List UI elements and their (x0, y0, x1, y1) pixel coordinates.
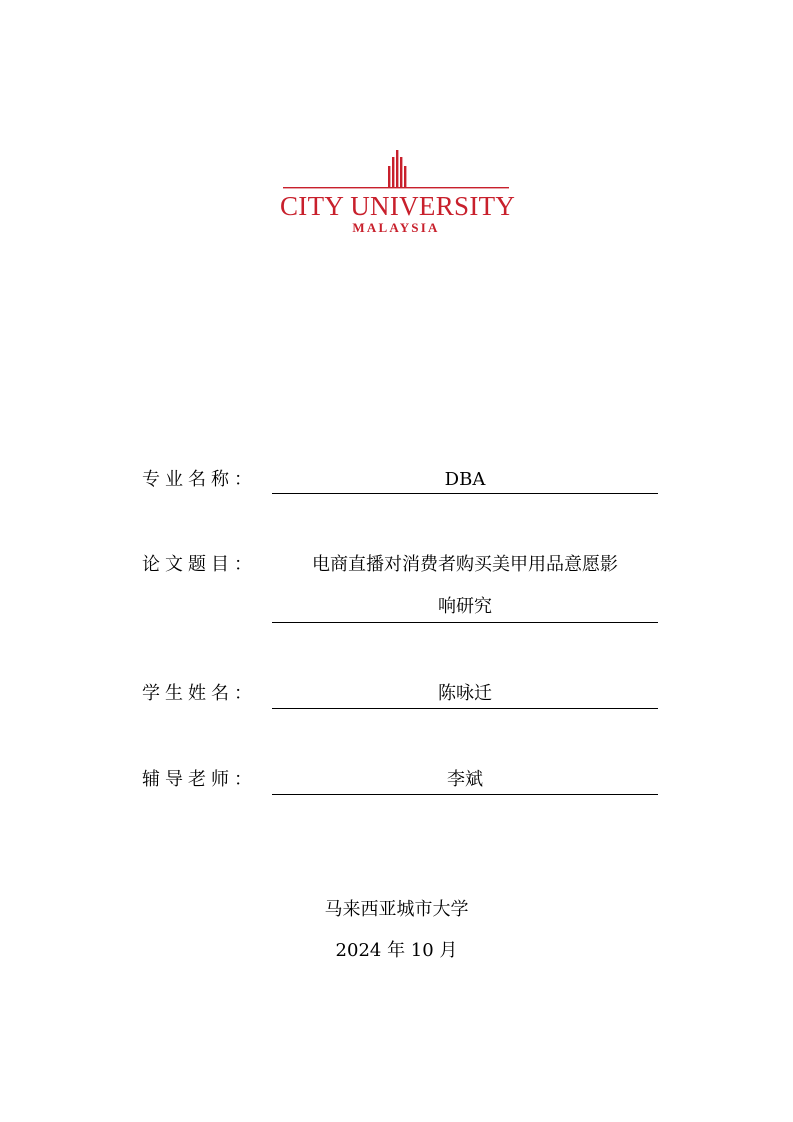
advisor-underline (272, 794, 658, 795)
advisor-value: 李斌 (447, 769, 483, 790)
major-underline (272, 493, 658, 494)
tower-bars-icon (280, 148, 512, 192)
title-value-line2: 响研究 (438, 596, 492, 617)
title-value-line1: 电商直播对消费者购买美甲用品意愿影 (312, 554, 618, 575)
title-underline (272, 622, 658, 623)
logo-bar (392, 157, 394, 188)
logo-rule (283, 187, 509, 188)
title-label: 论文题目： (142, 554, 257, 575)
footer-university: 马来西亚城市大学 (324, 899, 469, 920)
logo-country: MALAYSIA (352, 220, 440, 235)
logo-bar (400, 157, 402, 188)
logo-bar (388, 166, 390, 188)
logo-university-name: CITY UNIVERSITY (280, 191, 516, 221)
student-value: 陈咏迁 (438, 683, 492, 704)
student-label: 学生姓名： (142, 683, 257, 704)
logo-bar (396, 150, 398, 188)
major-value: DBA (444, 469, 486, 490)
footer-date: 2024 年 10 月 (335, 940, 458, 961)
student-underline (272, 708, 658, 709)
logo-bar (404, 166, 406, 188)
university-logo (280, 148, 516, 240)
advisor-label: 辅导老师： (142, 769, 257, 790)
major-label: 专业名称： (142, 469, 257, 490)
